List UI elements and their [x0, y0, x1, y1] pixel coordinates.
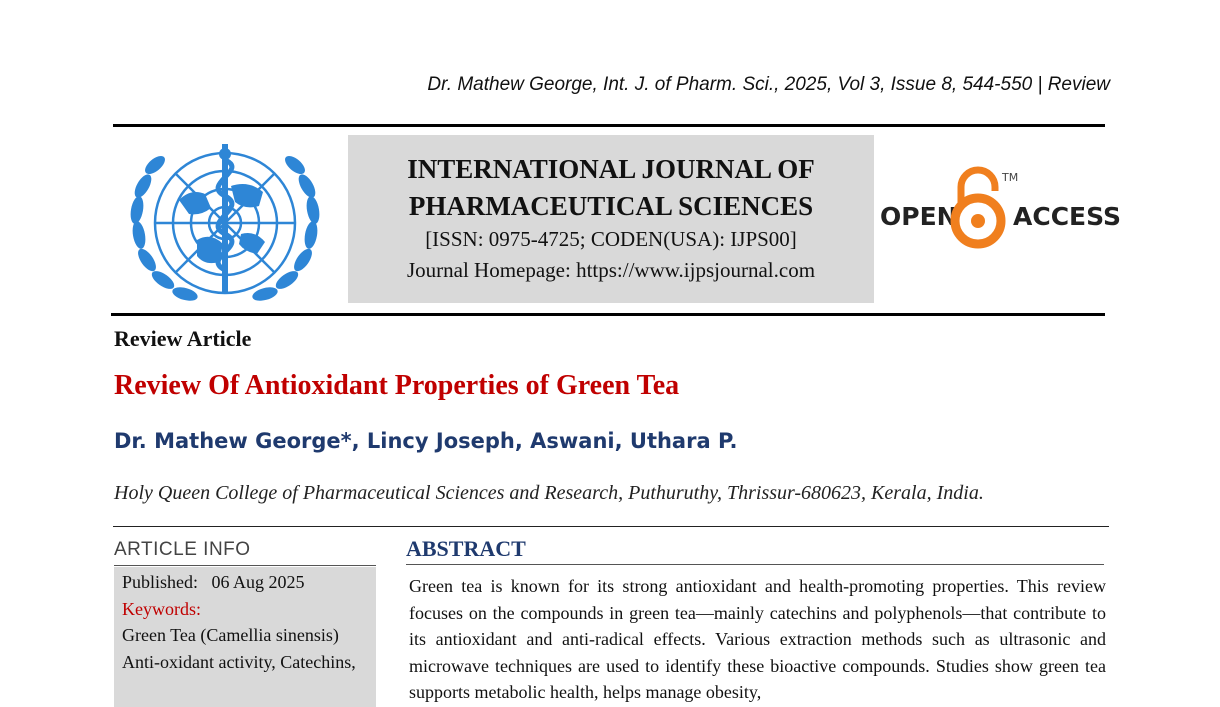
article-info-heading: ARTICLE INFO — [114, 539, 251, 560]
journal-name-line2: PHARMACEUTICAL SCIENCES — [408, 191, 814, 221]
published-date: 06 Aug 2025 — [211, 572, 305, 592]
open-access-logo-icon — [880, 165, 1122, 255]
journal-issn: [ISSN: 0975-4725; CODEN(USA): IJPS00] — [425, 227, 797, 251]
article-info-panel — [114, 567, 376, 707]
journal-homepage-link[interactable]: Journal Homepage: https://www.ijpsjournal.com — [406, 258, 816, 282]
trademark-mark: TM — [1002, 171, 1019, 184]
section-divider — [113, 526, 1109, 527]
journal-masthead — [348, 135, 874, 303]
open-access-left-text: OPEN — [880, 202, 958, 231]
journal-name — [348, 151, 874, 225]
header-bottom-rule — [111, 313, 1105, 316]
un-emblem-logo-icon — [127, 140, 323, 306]
author-affiliation: Holy Queen College of Pharmaceutical Sciences and Research, Puthuruthy, Thrissur-680623, Kerala, India. — [114, 482, 984, 504]
running-head: Dr. Mathew George, Int. J. of Pharm. Sci., 2025, Vol 3, Issue 8, 544-550 | Review — [427, 74, 1110, 95]
journal-name-line1: INTERNATIONAL JOURNAL OF — [407, 154, 815, 184]
published-row — [122, 569, 368, 596]
author-list: Dr. Mathew George*, Lincy Joseph, Aswani, Uthara P. — [114, 429, 738, 453]
keywords-list: Green Tea (Camellia sinensis) Anti-oxidant activity, Catechins, — [122, 625, 356, 672]
article-title: Review Of Antioxidant Properties of Green Tea — [114, 370, 680, 401]
article-type: Review Article — [114, 326, 252, 351]
published-label: Published: — [122, 572, 199, 592]
open-access-right-text: ACCESS — [1013, 202, 1122, 231]
padlock-keyhole-icon — [971, 214, 985, 228]
article-info-rule — [114, 565, 376, 566]
keywords-label: Keywords: — [122, 598, 201, 619]
abstract-body: Green tea is known for its strong antioxidant and health-promoting properties. This review focuses on the compounds in green tea—mainly catechins and polyphenols—that contribute to its antioxidant and anti-radical effects. Various extraction methods such as ultrasonic and microwave techniques are used to identify these bioactive compounds. Studies show green tea supports metabolic health, helps manage obesity, — [409, 576, 1106, 702]
header-top-rule — [113, 124, 1105, 127]
abstract-rule — [406, 564, 1104, 565]
abstract-heading: ABSTRACT — [406, 536, 526, 561]
